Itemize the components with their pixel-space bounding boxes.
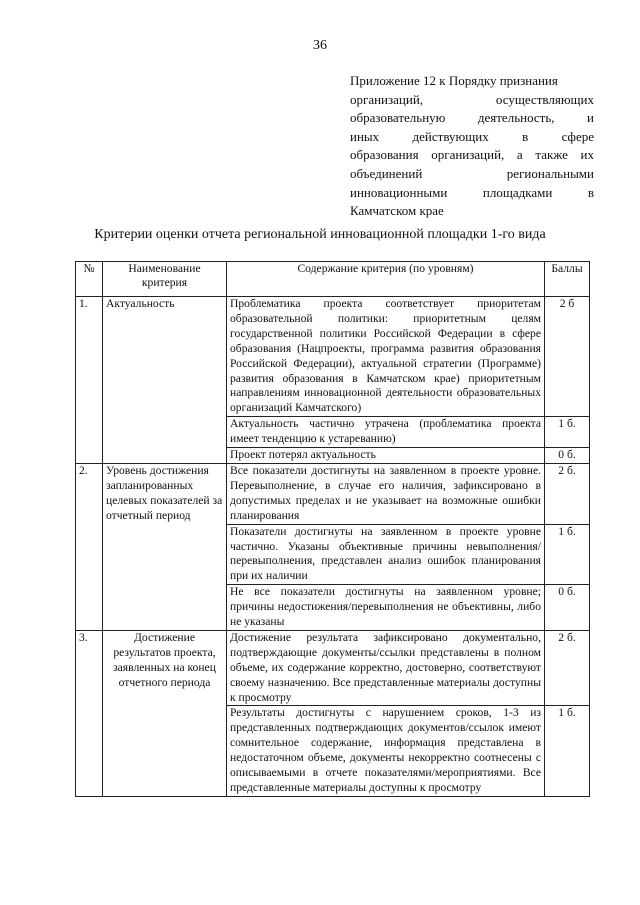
header-score: Баллы: [545, 262, 590, 297]
criterion-level-score: 1 б.: [545, 524, 590, 585]
header-criterion-content: Содержание критерия (по уровням): [227, 262, 545, 297]
appendix-reference: [350, 72, 594, 221]
header-number: №: [76, 262, 103, 297]
appendix-line: Приложение 12 к Порядку признания: [350, 73, 558, 88]
criterion-level-score: 2 б: [545, 297, 590, 417]
table-row: [76, 297, 590, 417]
header-criterion-name: Наименование критерия: [103, 262, 227, 297]
criterion-level-content: Достижение результата зафиксировано документально, подтверждающие документы/ссылки представлены в полном объеме, их содержание корректно, достоверно, соответствуют своему назначению. Все представленные материалы доступны к просмотру: [227, 630, 545, 706]
appendix-line: инновационными площадками в: [350, 184, 594, 200]
criterion-level-score: 0 б.: [545, 585, 590, 631]
criterion-level-content: Актуальность частично утрачена (проблематика проекта имеет тенденцию к устареванию): [227, 417, 545, 448]
criterion-level-content: Проблематика проекта соответствует приоритетам образовательной политики: приоритетным целям государственной политики Российской Федерации в сфере образования (Нацпроекты, программа развития образования Российской Федерации), актуальной стратегии (Программе) развития образования в Камчатском крае) приоритетным направлениям инновационной деятельности образовательных организаций Камчатского): [227, 297, 545, 417]
criterion-level-score: 1 б.: [545, 417, 590, 448]
criterion-level-content: Результаты достигнуты с нарушением сроков, 1-3 из представленных подтверждающих документов/ссылок имеют сомнительное содержание, информация представлена в недостаточном объеме, документы некорректно соотнесены с описываемыми в отчете показателями/мероприятиями. Все представленные материалы доступны к просмотру: [227, 706, 545, 796]
appendix-line: объединений региональными: [350, 165, 594, 181]
table-row: [76, 463, 590, 524]
appendix-line: иных действующих в сфере: [350, 128, 594, 144]
criterion-level-content: Проект потерял актуальность: [227, 448, 545, 464]
document-title: Критерии оценки отчета региональной инновационной площадки 1-го вида: [94, 227, 546, 242]
criterion-number: 1.: [76, 297, 103, 464]
table-header-row: [76, 262, 590, 297]
criterion-number: 2.: [76, 463, 103, 630]
criterion-level-content: Все показатели достигнуты на заявленном в проекте уровне. Перевыполнение, в случае его наличия, зафиксировано в допустимых пределах и не указывает на возможные ошибки планирования: [227, 463, 545, 524]
criterion-level-content: Не все показатели достигнуты на заявленном уровне; причины недостижения/перевыполнения не объективны, либо не указаны: [227, 585, 545, 631]
criterion-level-score: 2 б.: [545, 463, 590, 524]
criterion-number: 3.: [76, 630, 103, 796]
appendix-line: образования организаций, а также их: [350, 147, 594, 163]
criterion-level-score: 1 б.: [545, 706, 590, 796]
criterion-name: Достижение результатов проекта, заявленных на конец отчетного периода: [103, 630, 227, 796]
table-row: [76, 630, 590, 706]
appendix-line: образовательную деятельность, и: [350, 110, 594, 126]
criterion-level-content: Показатели достигнуты на заявленном в проекте уровне частично. Указаны объективные причины невыполнения/перевыполнения, представлен анализ ошибок планирования при их наличии: [227, 524, 545, 585]
appendix-line: организаций, осуществляющих: [350, 91, 594, 107]
criterion-name: Уровень достижения запланированных целевых показателей за отчетный период: [103, 463, 227, 630]
criterion-level-score: 0 б.: [545, 448, 590, 464]
page-number: 36: [313, 38, 327, 53]
appendix-line: Камчатском крае: [350, 203, 444, 219]
criterion-name: Актуальность: [103, 297, 227, 464]
criteria-table: [75, 261, 590, 797]
criterion-level-score: 2 б.: [545, 630, 590, 706]
